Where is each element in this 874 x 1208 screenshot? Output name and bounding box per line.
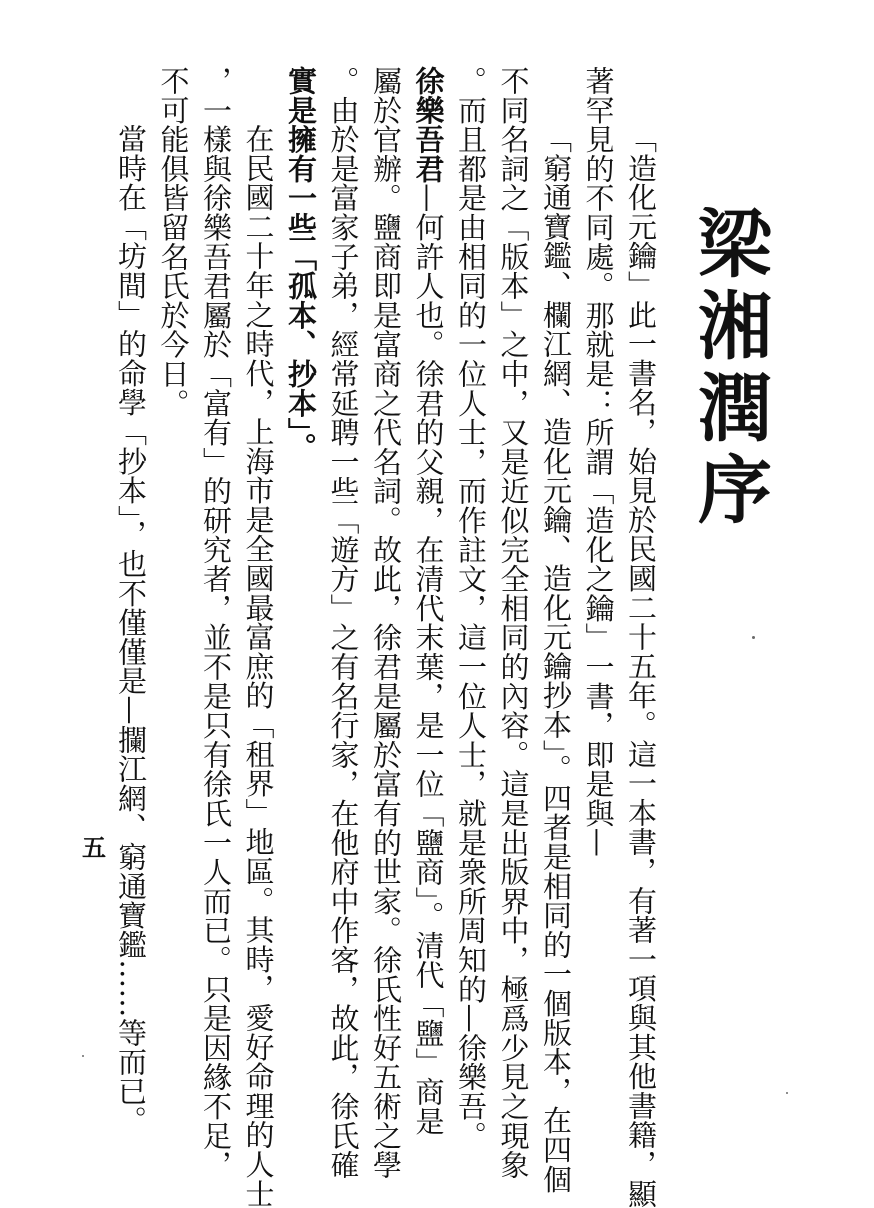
scan-speck [82,1055,84,1057]
bold-text-run: 實是擁有一些「孤本、抄本」。 [284,66,318,462]
preface-body [110,66,663,1208]
text-column [450,66,493,1151]
text-column [237,66,280,1208]
text-column [195,66,238,1180]
page-number: 五 [82,833,106,862]
text-column [407,66,450,1136]
text-run: 屬於官辦。鹽商即是富商之代名詞。故此，徐君是屬於富有的世家。徐氏性好五術之學 [369,66,403,1180]
text-run: 不可能俱皆留名氏於今日。 [156,66,191,418]
text-run: ，一樣與徐樂吾君屬於「富有」的研究者，並不是只有徐氏一人而已。只是因緣不足， [199,66,233,1180]
text-run: 。而且都是由相同的一位人士，而作註文，這一位人士，就是衆所周知的—徐樂吾。 [454,66,488,1151]
text-run: —何許人也。徐君的父親，在清代末葉，是一位「鹽商」。清代「鹽」商是 [411,183,446,1136]
text-column [322,66,365,1180]
text-column [620,66,663,1208]
text-column [492,66,535,1180]
text-column [152,66,195,1066]
text-column [535,66,578,1194]
text-run: 當時在「坊間」的命學「抄本」，也不僅僅是—攔江網、窮通寶鑑……等而已。 [114,124,148,1135]
text-run: 。由於是富家子弟，經常延聘一些「遊方」之有名行家，在他府中作客，故此，徐氏確 [326,66,361,1180]
scan-speck [752,636,755,639]
text-run: 不同名詞之「版本」之中，又是近似完全相同的內容。這是出版界中，極爲少見之現象 [496,66,531,1180]
text-column [365,66,408,1180]
text-column [577,66,620,1066]
text-column [280,66,323,1066]
text-run: 在民國二十年之時代，上海市是全國最富庶的「租界」地區。其時，愛好命理的人士 [241,124,276,1208]
scan-speck [786,1092,788,1094]
text-run: 「造化元鑰」此一書名，始見於民國二十五年。這一本書，有著一項與其他書籍，顯 [624,124,658,1208]
text-run: 「窮通寶鑑、欄江網、造化元鑰、造化元鑰抄本」。四者是相同的一個版本，在四個 [539,124,573,1194]
text-run: 著罕見的不同處。那就是：所謂「造化之鑰」一書，即是與— [581,66,616,858]
preface-title: 梁湘潤序 [686,205,772,533]
bold-text-run: 徐樂吾君 [411,66,446,184]
text-column [110,66,153,1135]
